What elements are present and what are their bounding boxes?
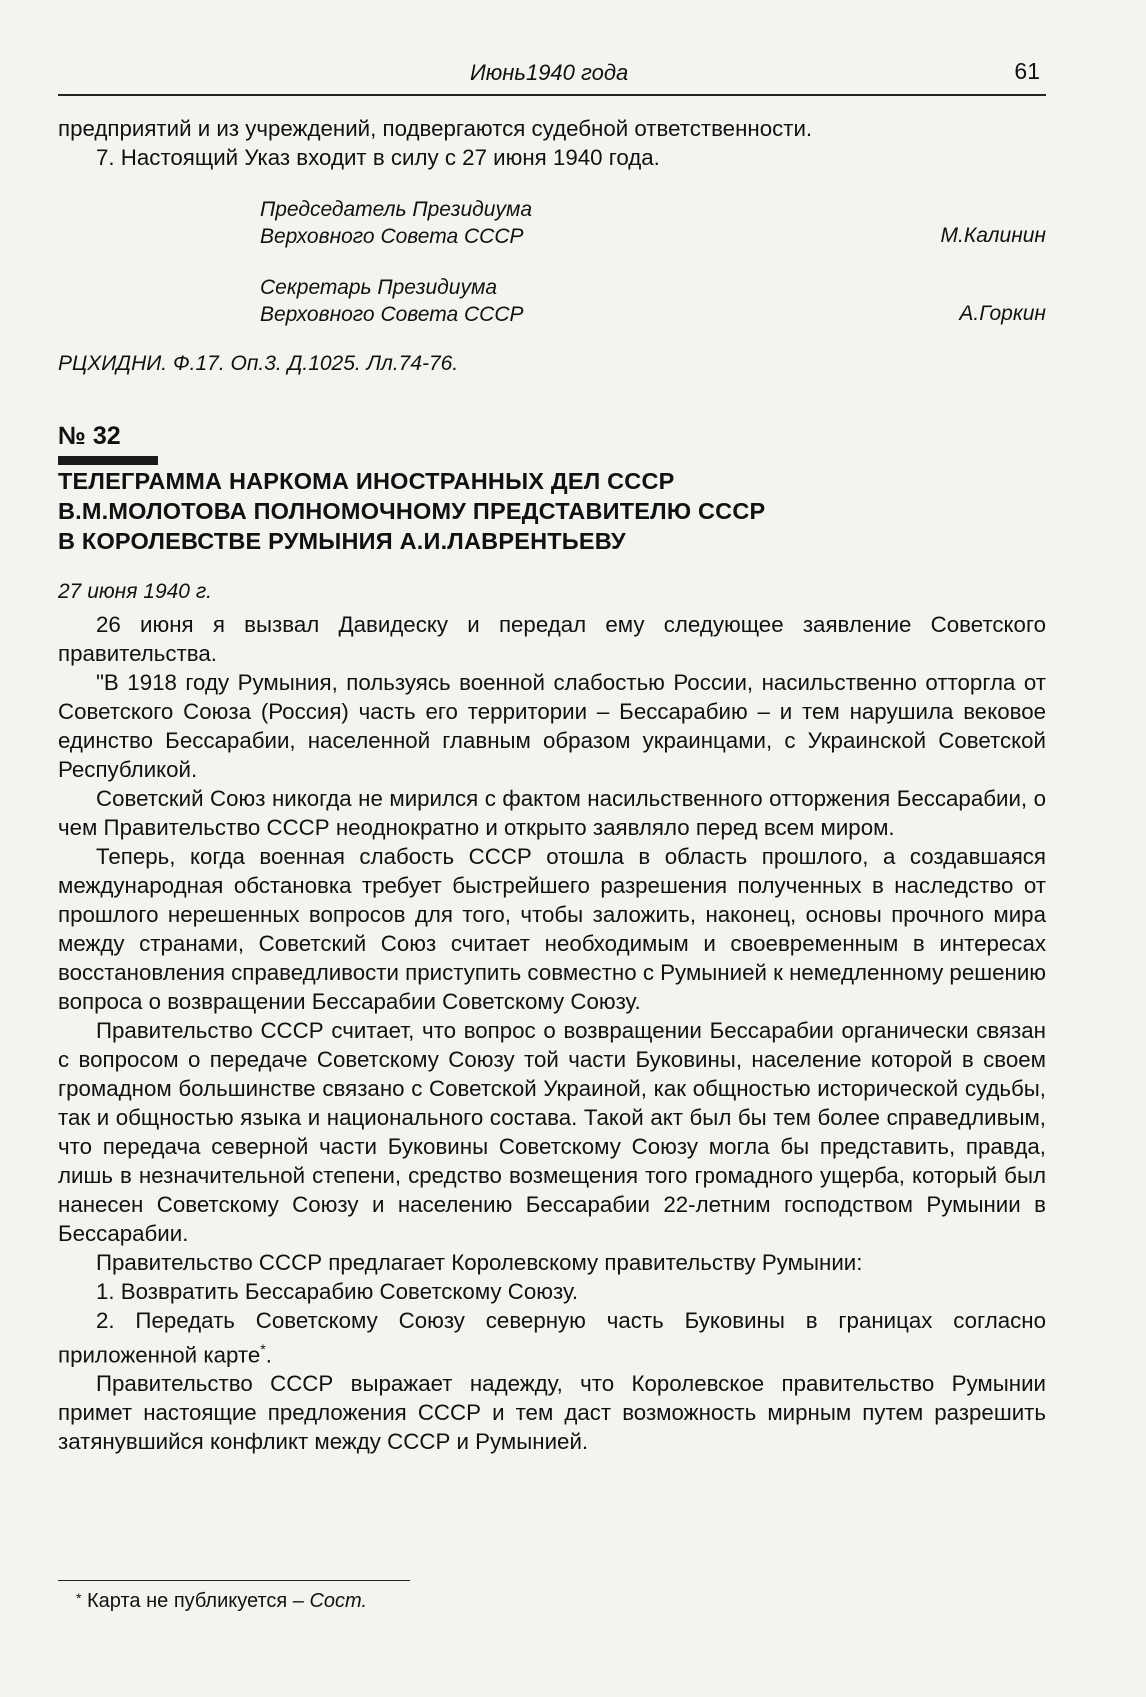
list-item: 1. Возвратить Бессарабию Советскому Союзу.	[96, 1279, 579, 1304]
document-title	[58, 466, 1046, 556]
footnote-divider	[58, 1580, 410, 1581]
paragraph: Правительство СССР выражает надежду, что Королевское правительство Румынии примет настоящие предложения СССР и тем даст возможность мирным путем разрешить затянувшийся конфликт между СССР и Румынией.	[58, 1371, 1046, 1455]
signature-title-line: Секретарь Президиума	[260, 276, 498, 299]
signature-title	[260, 196, 532, 250]
signatory-name: А.Горкин	[959, 302, 1046, 325]
archive-citation: РЦХИДНИ. Ф.17. Оп.3. Д.1025. Лл.74-76.	[58, 352, 459, 375]
title-line: В.М.МОЛОТОВА ПОЛНОМОЧНОМУ ПРЕДСТАВИТЕЛЮ СССР	[58, 498, 766, 524]
list-item	[58, 1306, 1046, 1369]
running-title: Июнь1940 года	[470, 60, 629, 85]
footnote-source: Сост.	[309, 1590, 368, 1612]
paragraph: Теперь, когда военная слабость СССР отошла в область прошлого, а создавшаяся международная обстановка требует быстрейшего разрешения полученных в наследство от прошлого нерешенных вопросов для того, чтобы заложить, наконец, основы прочного мира между странами, Советский Союз считает необходимым и своевременным в интересах восстановления справедливости приступить совместно с Румынией к немедленному решению вопроса о возвращении Бессарабии Советскому Союзу.	[58, 844, 1046, 1014]
signature-title-line: Верховного Совета СССР	[260, 303, 524, 326]
footnote-text: Карта не публикуется –	[87, 1590, 310, 1612]
paragraph: Правительство СССР предлагает Королевскому правительству Румынии:	[96, 1250, 863, 1275]
document-date: 27 июня 1940 г.	[58, 580, 213, 603]
document-number: № 32	[58, 422, 121, 450]
paragraph: "В 1918 году Румыния, пользуясь военной слабостью России, насильственно отторгла от Советского Союза (Россия) часть его территории – Бессарабию – и тем нарушила вековое единство Бессарабии, населенной главным образом украинцами, с Украинской Советской Республикой.	[58, 670, 1046, 782]
signatory-name: М.Калинин	[940, 224, 1046, 247]
document-body	[58, 610, 1046, 1456]
title-line: В КОРОЛЕВСТВЕ РУМЫНИЯ А.И.ЛАВРЕНТЬЕВУ	[58, 528, 626, 554]
list-item-text: 2. Передать Советскому Союзу северную часть Буковины в границах согласно приложенной карте	[58, 1308, 1046, 1368]
page-number: 61	[1014, 58, 1040, 84]
text-line: предприятий и из учреждений, подвергаются судебной ответственности.	[58, 116, 813, 141]
list-item-end: .	[265, 1342, 272, 1368]
signature-title-line: Верховного Совета СССР	[260, 225, 524, 248]
signature-title-line: Председатель Президиума	[260, 198, 533, 221]
running-header	[58, 58, 1046, 96]
previous-document-ending	[58, 114, 1046, 172]
footnote-reference: *	[260, 1341, 266, 1357]
paragraph: Правительство СССР считает, что вопрос о возвращении Бессарабии органически связан с вопросом о передаче Советскому Союзу той части Буковины, население которой в своем громадном большинстве связано с Советской Украиной, как общностью исторической судьбы, так и общностью языка и национального состава. Такой акт был бы тем более справедливым, что передача северной части Буковины Советскому Союзу могла бы представить, правда, лишь в незначительной степени, средство возмещения того громадного ущерба, который был нанесен Советскому Союзу и населению Бессарабии 22-летним господством Румынии в Бессарабии.	[58, 1018, 1046, 1246]
divider-bar	[58, 456, 158, 465]
footnote-mark: *	[76, 1590, 82, 1606]
paragraph: Советский Союз никогда не мирился с фактом насильственного отторжения Бессарабии, о чем Правительство СССР неоднократно и открыто заявляло перед всем миром.	[58, 786, 1046, 840]
title-line: ТЕЛЕГРАММА НАРКОМА ИНОСТРАННЫХ ДЕЛ СССР	[58, 468, 675, 494]
paragraph: 26 июня я вызвал Давидеску и передал ему следующее заявление Советского правительства.	[58, 612, 1046, 666]
text-line: 7. Настоящий Указ входит в силу с 27 июня 1940 года.	[96, 145, 660, 170]
footnote	[76, 1590, 367, 1613]
signature-title	[260, 274, 524, 328]
